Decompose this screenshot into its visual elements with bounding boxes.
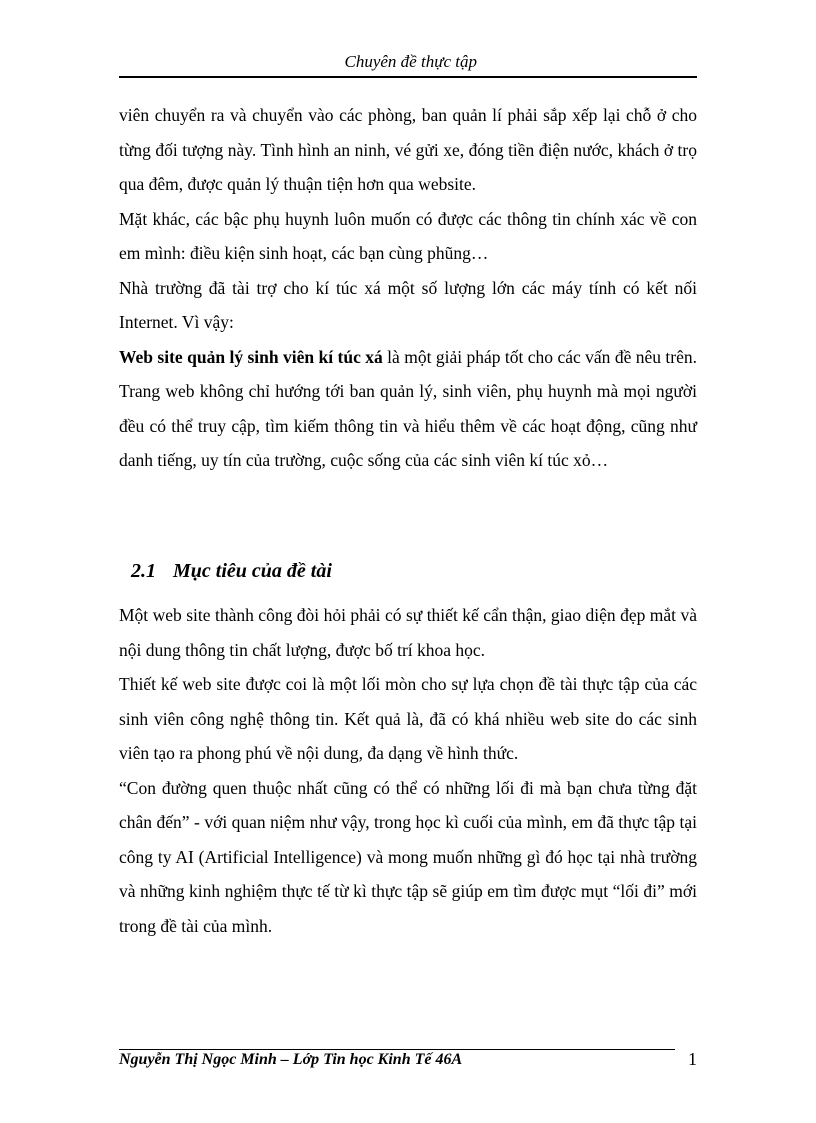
paragraph: Một web site thành công đòi hỏi phải có sự thiết kế cẩn thận, giao diện đẹp mắt và nội dung thông tin chất lượng, được bố trí khoa học.	[119, 605, 697, 660]
header-title: Chuyên đề thực tập	[344, 52, 477, 71]
footer-author: Nguyễn Thị Ngọc Minh – Lớp Tin học Kinh Tế 46A	[119, 1051, 463, 1068]
intro-text-block	[119, 98, 697, 478]
paragraph: “Con đường quen thuộc nhất cũng có thể có những lối đi mà bạn chưa từng đặt chân đến” - với quan niệm như vậy, trong học kì cuối của mình, em đã thực tập tại công ty AI (Artificial Intelligence) và mong muốn những gì đó học tại nhà trường và những kinh nghiệm thực tế từ kì thực tập sẽ giúp em tìm được mụt “lối đi” mới trong đề tài của mình.	[119, 777, 697, 936]
paragraph: Nhà trường đã tài trợ cho kí túc xá một số lượng lớn các máy tính có kết nối Internet. Vì vậy:	[119, 277, 697, 332]
section-number: 2.1	[131, 560, 156, 582]
paragraph: Thiết kế web site được coi là một lối mòn cho sự lựa chọn đề tài thực tập của các sinh viên công nghệ thông tin. Kết quả là, đã có khá nhiều web site do các sinh viên tạo ra phong phú về nội dung, đa dạng về hình thức.	[119, 674, 697, 763]
page-header	[119, 50, 697, 78]
paragraph-text: là một giải pháp tốt cho các vấn đề nêu trên. Trang web không chỉ hướng tới ban quản lý, sinh viên, phụ huynh mà mọi người đều có thể truy cập, tìm kiếm thông tin và hiểu thêm về các hoạt động, cũng như danh tiếng, uy tín của trường, cuộc sống của các sinh viên kí túc xỏ…	[119, 346, 697, 470]
paragraph	[119, 340, 697, 478]
section-title: Mục tiêu của đề tài	[173, 560, 332, 582]
section-heading	[131, 560, 332, 583]
paragraph: viên chuyển ra và chuyển vào các phòng, ban quản lí phải sắp xếp lại chỗ ở cho từng đối tượng này. Tình hình an ninh, vé gửi xe, đóng tiền điện nước, khách ở trọ qua đêm, được quản lý thuận tiện hơn qua website.	[119, 105, 697, 194]
paragraph: Mặt khác, các bậc phụ huynh luôn muốn có được các thông tin chính xác về con em mình: điều kiện sinh hoạt, các bạn cùng phũng…	[119, 208, 697, 263]
footer-rule	[119, 1049, 675, 1050]
page-number: 1	[688, 1049, 697, 1069]
section-text-block	[119, 598, 697, 943]
bold-phrase: Web site quản lý sinh viên kí túc xá	[119, 346, 383, 367]
